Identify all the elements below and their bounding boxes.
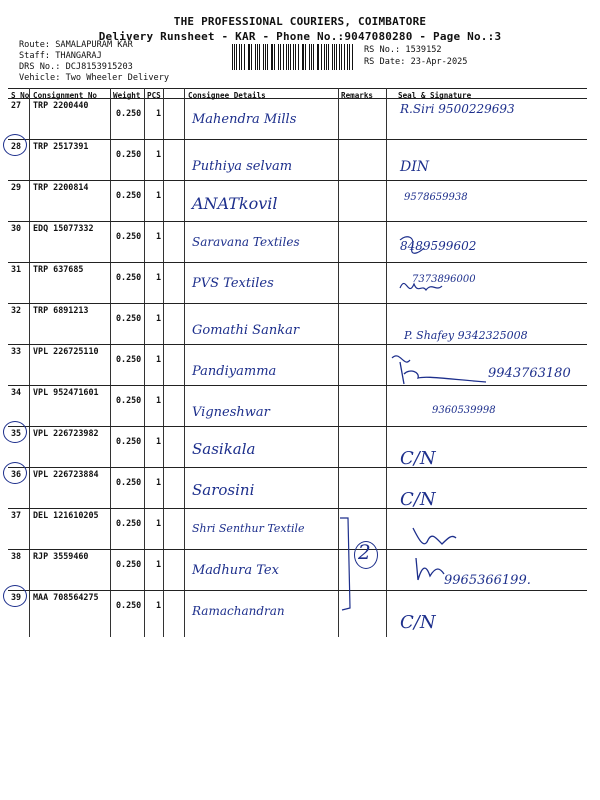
row-weight: 0.250 xyxy=(116,518,142,528)
row-consignee-handwritten: Gomathi Sankar xyxy=(192,323,300,338)
row-signature-handwritten: 9965366199. xyxy=(444,573,531,588)
barcode-bar xyxy=(239,44,240,70)
barcode-bar xyxy=(232,44,233,70)
header-pcs: PCS xyxy=(147,91,161,100)
row-serial-number: 36 xyxy=(11,469,22,479)
row-signature-handwritten: 9578659938 xyxy=(404,192,468,203)
row-consignee-handwritten: Shri Senthur Textile xyxy=(192,522,305,535)
row-consignment-number: EDQ 15077332 xyxy=(33,223,94,233)
row-weight: 0.250 xyxy=(116,149,142,159)
drs-number: DRS No.: DCJ8153915203 xyxy=(19,62,133,72)
header-consignee: Consignee Details xyxy=(188,91,266,100)
row-consignee-handwritten: PVS Textiles xyxy=(192,276,274,291)
row-consignment-number: TRP 637685 xyxy=(33,264,84,274)
bracket-mark xyxy=(340,518,350,610)
row-signature-handwritten: 9360539998 xyxy=(432,405,496,416)
row-signature-handwritten: P. Shafey 9342325008 xyxy=(404,329,528,342)
barcode-bar xyxy=(251,44,252,70)
row-pcs: 1 xyxy=(156,354,162,364)
bracket-number: 2 xyxy=(358,540,371,564)
row-consignment-number: MAA 708564275 xyxy=(33,592,99,602)
barcode-bar xyxy=(267,44,268,70)
row-pcs: 1 xyxy=(156,559,162,569)
row-consignee-handwritten: Pandiyamma xyxy=(192,364,277,379)
row-weight: 0.250 xyxy=(116,395,142,405)
row-weight: 0.250 xyxy=(116,354,142,364)
route-info: Route: SAMALAPURAM KAR xyxy=(19,40,133,50)
row-consignee-handwritten: Mahendra Mills xyxy=(192,112,297,127)
ink-scribble xyxy=(392,356,410,362)
row-weight: 0.250 xyxy=(116,559,142,569)
row-weight: 0.250 xyxy=(116,108,142,118)
row-consignment-number: TRP 2517391 xyxy=(33,141,89,151)
row-consignment-number: VPL 226725110 xyxy=(33,346,99,356)
row-pcs: 1 xyxy=(156,436,162,446)
row-serial-number: 29 xyxy=(11,182,22,192)
header-sno: S No xyxy=(11,91,30,100)
row-consignment-number: TRP 2200814 xyxy=(33,182,89,192)
barcode-bar xyxy=(324,44,325,70)
barcode-bar xyxy=(280,44,281,70)
row-signature-handwritten: C/N xyxy=(400,448,436,469)
row-pcs: 1 xyxy=(156,231,162,241)
barcode-bar xyxy=(298,44,299,70)
row-weight: 0.250 xyxy=(116,436,142,446)
runsheet-subtitle: Delivery Runsheet - KAR - Phone No.:9047080280 - Page No.:3 xyxy=(98,30,502,43)
row-weight: 0.250 xyxy=(116,190,142,200)
row-serial-number: 39 xyxy=(11,592,22,602)
vehicle-info: Vehicle: Two Wheeler Delivery xyxy=(19,73,170,83)
row-signature-handwritten: DIN xyxy=(400,159,430,175)
barcode-bar xyxy=(259,44,260,70)
row-pcs: 1 xyxy=(156,108,162,118)
row-consignment-number: DEL 121610205 xyxy=(33,510,99,520)
row-signature-handwritten: 8489599602 xyxy=(400,239,477,253)
row-consignment-number: TRP 2200440 xyxy=(33,100,89,110)
row-consignment-number: VPL 226723884 xyxy=(33,469,99,479)
signature-stroke xyxy=(400,362,486,384)
barcode-bar xyxy=(305,44,306,70)
runsheet-table xyxy=(8,88,587,640)
row-signature-handwritten: C/N xyxy=(400,612,436,633)
row-pcs: 1 xyxy=(156,149,162,159)
row-consignment-number: RJP 3559460 xyxy=(33,551,89,561)
barcode-bar xyxy=(241,44,242,70)
barcode-bar xyxy=(283,44,284,70)
row-serial-number: 31 xyxy=(11,264,22,274)
row-pcs: 1 xyxy=(156,600,162,610)
row-serial-number: 32 xyxy=(11,305,22,315)
row-serial-number: 38 xyxy=(11,551,22,561)
row-consignee-handwritten: Vigneshwar xyxy=(192,405,270,420)
barcode-bar xyxy=(349,44,350,70)
signature-stroke xyxy=(400,237,424,254)
row-consignee-handwritten: Sasikala xyxy=(192,440,256,458)
header-seal-signature: Seal & Signature xyxy=(398,91,472,100)
row-pcs: 1 xyxy=(156,395,162,405)
row-serial-number: 35 xyxy=(11,428,22,438)
row-signature-handwritten: C/N xyxy=(400,489,436,510)
annotation-overlay xyxy=(8,88,587,640)
barcode xyxy=(232,44,355,70)
barcode-bar xyxy=(339,44,340,70)
header-weight: Weight xyxy=(113,91,141,100)
barcode-bar xyxy=(341,44,342,70)
row-serial-number: 34 xyxy=(11,387,22,397)
row-serial-number: 28 xyxy=(11,141,22,151)
signature-stroke xyxy=(400,283,442,290)
row-signature-handwritten: R.Siri 9500229693 xyxy=(400,102,515,116)
row-consignment-number: VPL 226723982 xyxy=(33,428,99,438)
row-consignee-handwritten: Saravana Textiles xyxy=(192,235,300,249)
company-title: THE PROFESSIONAL COURIERS, COIMBATORE xyxy=(173,15,427,28)
row-signature-handwritten: 7373896000 xyxy=(412,274,476,285)
row-serial-number: 30 xyxy=(11,223,22,233)
row-consignee-handwritten: Sarosini xyxy=(192,481,255,499)
staff-info: Staff: THANGARAJ xyxy=(19,51,102,61)
row-consignee-handwritten: Ramachandran xyxy=(192,604,285,618)
row-consignment-number: VPL 952471601 xyxy=(33,387,99,397)
barcode-bar xyxy=(318,44,319,70)
row-weight: 0.250 xyxy=(116,313,142,323)
row-weight: 0.250 xyxy=(116,272,142,282)
row-consignee-handwritten: ANATkovil xyxy=(192,194,278,213)
rs-number: RS No.: 1539152 xyxy=(364,45,442,55)
row-serial-number: 33 xyxy=(11,346,22,356)
header-consignment: Consignment No xyxy=(33,91,98,100)
barcode-bar xyxy=(332,44,333,70)
row-consignee-handwritten: Puthiya selvam xyxy=(192,159,293,174)
row-pcs: 1 xyxy=(156,190,162,200)
row-serial-number: 27 xyxy=(11,100,22,110)
row-weight: 0.250 xyxy=(116,600,142,610)
row-weight: 0.250 xyxy=(116,231,142,241)
row-consignee-handwritten: Madhura Tex xyxy=(192,563,279,578)
barcode-bar xyxy=(274,44,275,70)
row-consignment-number: TRP 6891213 xyxy=(33,305,89,315)
rs-date: RS Date: 23-Apr-2025 xyxy=(364,57,468,67)
row-signature-handwritten: 9943763180 xyxy=(488,366,571,381)
row-serial-number: 37 xyxy=(11,510,22,520)
header-remarks: Remarks xyxy=(341,91,374,100)
signature-stroke xyxy=(416,558,444,580)
row-pcs: 1 xyxy=(156,272,162,282)
row-pcs: 1 xyxy=(156,518,162,528)
row-pcs: 1 xyxy=(156,477,162,487)
barcode-bar xyxy=(293,44,294,70)
row-pcs: 1 xyxy=(156,313,162,323)
row-weight: 0.250 xyxy=(116,477,142,487)
barcode-bar xyxy=(255,44,256,70)
barcode-bar xyxy=(309,44,310,70)
signature-stroke xyxy=(413,528,456,544)
